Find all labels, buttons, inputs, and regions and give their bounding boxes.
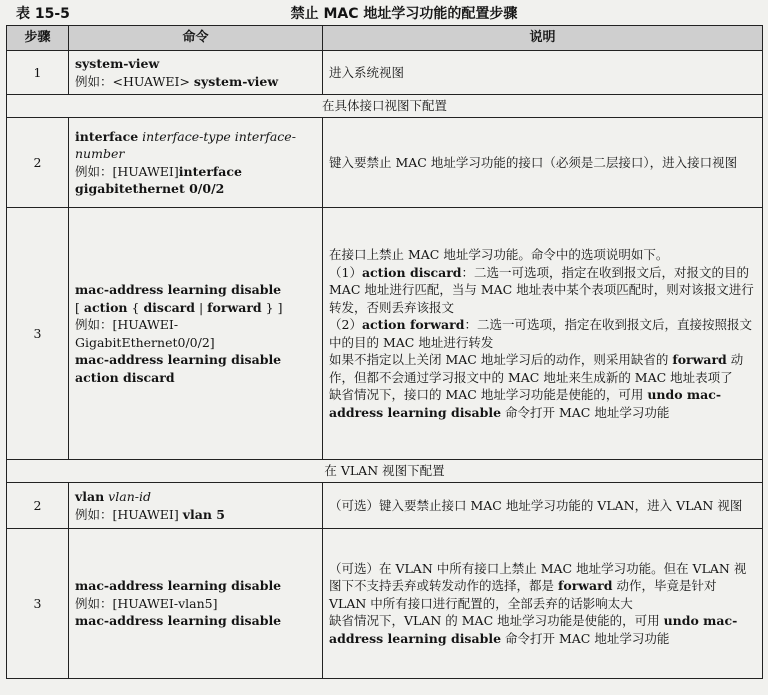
config-steps-table <box>6 25 763 679</box>
description-default-state <box>329 612 756 647</box>
description-text: （可选）键入要禁止接口 MAC 地址学习功能的 VLAN，进入 VLAN 视图 <box>329 497 743 513</box>
text-part: （可选）在 VLAN 中所有接口上禁止 MAC 地址学习功能。但在 VLAN 视图下不支持丢弃或转发动作的选择，都是 <box>329 560 747 594</box>
example-prompt: [HUAWEI-vlan5] <box>112 595 218 611</box>
example-prefix: 例如： <box>75 595 113 611</box>
table-row <box>7 529 763 679</box>
section-row <box>7 95 763 118</box>
option-keyword: action discard <box>361 264 462 280</box>
text-part: 缺省情况下，接口的 MAC 地址学习功能是使能的，可用 <box>329 387 648 402</box>
command-cell <box>69 529 323 679</box>
example-command: mac-address learning disable <box>75 613 282 629</box>
example-prefix: 例如： <box>75 317 113 332</box>
table-number: 表 15-5 <box>16 6 70 22</box>
description-cell <box>323 208 763 460</box>
keyword: undo mac-address learning disable <box>329 387 722 420</box>
brace-open: { <box>127 299 144 315</box>
text-part: 动作，毕竟是针对 VLAN 中所有接口进行配置的，全部丢弃的话影响太大 <box>329 578 717 611</box>
option-discard: discard <box>143 299 195 315</box>
command-keyword: vlan <box>75 489 105 504</box>
table-row <box>7 118 763 208</box>
example-prefix: 例如： <box>75 506 113 522</box>
command-cell <box>69 483 323 529</box>
description-option-forward <box>329 316 756 351</box>
command-keyword: interface <box>75 128 139 144</box>
example-command: system-view <box>193 73 279 89</box>
example-command: mac-address learning disable action discard <box>75 352 282 385</box>
table-header-row <box>7 26 763 51</box>
command-cell <box>69 208 323 460</box>
keyword: undo mac-address learning disable <box>329 613 738 646</box>
example-command: vlan 5 <box>182 506 225 522</box>
command-keyword: mac-address learning disable <box>75 578 282 594</box>
text-part: 如果不指定以上关闭 MAC 地址学习后的动作，则采用缺省的 <box>329 352 673 367</box>
header-description: 说明 <box>323 26 763 51</box>
option-text: ：二选一可选项，指定在收到报文后，直接按照报文中的目的 MAC 地址进行转发 <box>329 317 752 350</box>
description-intro: 在接口上禁止 MAC 地址学习功能。命令中的选项说明如下。 <box>329 247 669 262</box>
bracket-open: [ <box>75 299 84 315</box>
example-prompt: <HUAWEI> <box>112 73 194 89</box>
header-command: 命令 <box>69 26 323 51</box>
option-separator: | <box>195 299 208 315</box>
text-part: 命令打开 MAC 地址学习功能 <box>501 630 670 646</box>
step-cell: 2 <box>7 483 69 529</box>
option-keyword: action forward <box>361 317 465 332</box>
description-option-discard <box>329 264 756 317</box>
description-intro <box>329 560 756 613</box>
table-row <box>7 208 763 460</box>
description-cell <box>323 118 763 208</box>
command-keyword: mac-address learning disable <box>75 282 282 297</box>
keyword: forward <box>557 578 613 594</box>
table-row <box>7 51 763 95</box>
option-action: action <box>83 299 128 315</box>
command-keyword: system-view <box>75 56 160 71</box>
step-cell: 1 <box>7 51 69 95</box>
header-step: 步骤 <box>7 26 69 51</box>
keyword: forward <box>672 352 727 367</box>
command-params: interface-type interface-number <box>75 128 296 161</box>
description-default-state <box>329 386 756 421</box>
example-prompt: [HUAWEI] <box>112 163 179 179</box>
text-part: 命令打开 MAC 地址学习功能 <box>501 404 670 420</box>
table-title: 禁止 MAC 地址学习功能的配置步骤 <box>290 6 518 22</box>
example-prefix: 例如： <box>75 163 113 179</box>
section-row <box>7 460 763 483</box>
section-interface-view: 在具体接口视图下配置 <box>7 95 763 118</box>
step-cell: 3 <box>7 529 69 679</box>
command-cell <box>69 118 323 208</box>
section-vlan-view: 在 VLAN 视图下配置 <box>7 460 763 483</box>
description-default-action <box>329 351 756 386</box>
table-row <box>7 483 763 529</box>
command-cell <box>69 51 323 95</box>
text-part: 动作，但都不会通过学习报文中的 MAC 地址来生成新的 MAC 地址表项了 <box>329 352 744 385</box>
text-part: 缺省情况下，VLAN 的 MAC 地址学习功能是使能的，可用 <box>329 613 664 629</box>
description-cell <box>323 529 763 679</box>
description-cell <box>323 51 763 95</box>
description-cell <box>323 483 763 529</box>
description-text: 键入要禁止 MAC 地址学习功能的接口（必须是二层接口），进入接口视图 <box>329 154 738 170</box>
example-prompt: [HUAWEI] <box>112 506 183 522</box>
description-text: 进入系统视图 <box>329 64 405 80</box>
option-text: ：二选一可选项，指定在收到报文后，对报文的目的 MAC 地址进行匹配，当与 MAC 地址表中某个表项匹配时，则对该报文进行转发，否则丢弃该报文 <box>329 264 754 315</box>
example-prompt: [HUAWEI-GigabitEthernet0/0/2] <box>75 317 215 350</box>
example-command: interface gigabitethernet 0/0/2 <box>75 163 242 196</box>
table-caption <box>6 3 762 25</box>
item-number: （1） <box>329 264 362 280</box>
step-cell: 3 <box>7 208 69 460</box>
step-cell: 2 <box>7 118 69 208</box>
brace-close: } ] <box>261 299 283 315</box>
example-prefix: 例如： <box>75 73 113 89</box>
option-forward: forward <box>207 299 262 315</box>
command-params: vlan-id <box>104 489 151 504</box>
item-number: （2） <box>329 317 362 332</box>
